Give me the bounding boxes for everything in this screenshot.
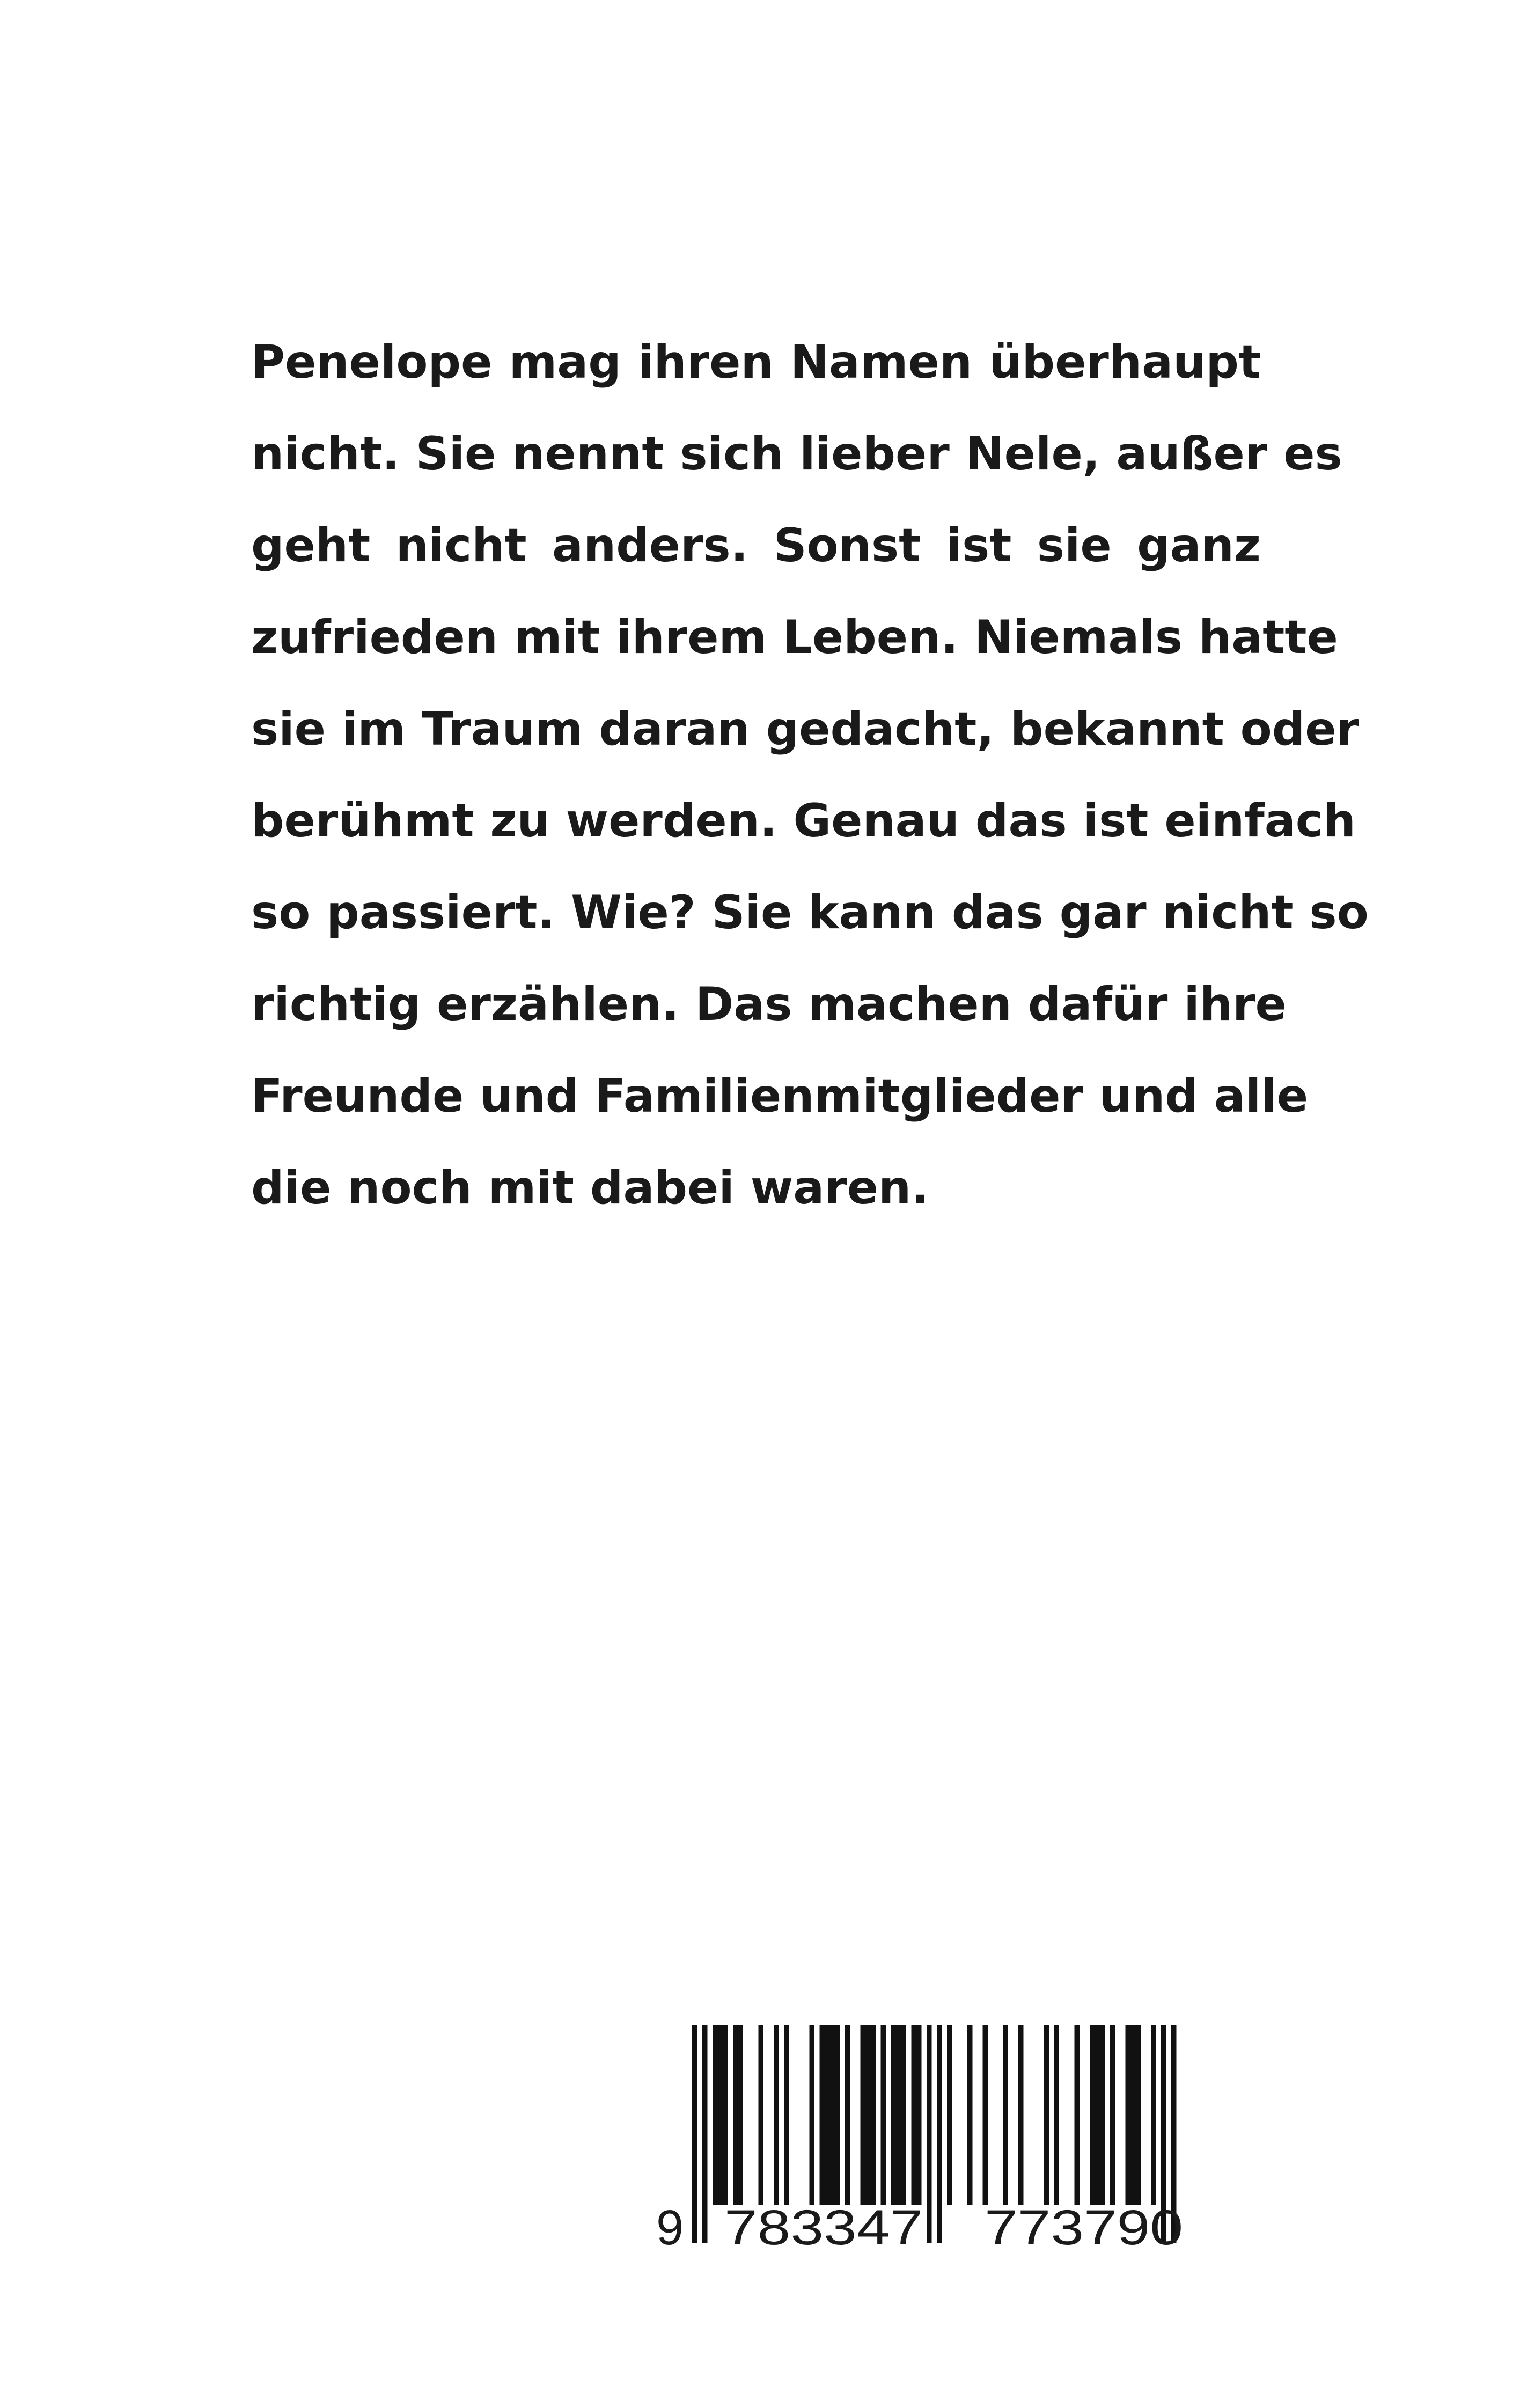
blurb-line: nicht. Sie nennt sich lieber Nele, außer es xyxy=(251,427,1342,481)
barcode-bar xyxy=(759,2025,764,2205)
barcode-bar xyxy=(871,2025,876,2205)
barcode-bar xyxy=(1126,2025,1131,2205)
barcode-bar xyxy=(896,2025,901,2205)
barcode-bar xyxy=(1136,2025,1141,2205)
blurb-line: Freunde und Familienmitglieder und alle xyxy=(251,1069,1309,1123)
barcode-bar xyxy=(861,2025,866,2205)
barcode-graphic xyxy=(647,2025,1237,2253)
barcode-bar xyxy=(835,2025,840,2205)
barcode-bar xyxy=(912,2025,917,2205)
barcode-bar xyxy=(1090,2025,1095,2205)
blurb-line: so passiert. Wie? Sie kann das gar nicht so xyxy=(251,886,1369,939)
barcode-bar xyxy=(738,2025,744,2205)
back-cover-blurb xyxy=(251,317,1369,1234)
barcode-bar xyxy=(723,2025,728,2205)
barcode-bar xyxy=(1130,2025,1136,2205)
barcode-bar xyxy=(1044,2025,1049,2205)
barcode-bar xyxy=(820,2025,825,2205)
blurb-line: sie im Traum daran gedacht, bekannt oder xyxy=(251,702,1360,756)
barcode-bar xyxy=(825,2025,830,2205)
barcode-bar xyxy=(830,2025,835,2205)
barcode-bar xyxy=(891,2025,897,2205)
blurb-line: zufrieden mit ihrem Leben. Niemals hatte xyxy=(251,611,1338,664)
barcode-bar xyxy=(774,2025,779,2205)
barcode-bar xyxy=(784,2025,789,2205)
barcode-bar xyxy=(1100,2025,1105,2205)
barcode-bar xyxy=(947,2025,952,2205)
blurb-line: die noch mit dabei waren. xyxy=(251,1161,929,1215)
isbn-barcode xyxy=(647,2025,1237,2253)
blurb-line: richtig erzählen. Das machen dafür ihre xyxy=(251,978,1287,1031)
barcode-left-digits: 783347 xyxy=(724,2200,923,2253)
barcode-guard-bar xyxy=(927,2025,932,2243)
barcode-bar xyxy=(1151,2025,1156,2205)
barcode-bar xyxy=(713,2025,718,2205)
blurb-line: geht nicht anders. Sonst ist sie ganz xyxy=(251,519,1261,572)
barcode-bar xyxy=(967,2025,973,2205)
barcode-right-digits: 773790 xyxy=(985,2200,1183,2253)
barcode-bar xyxy=(1095,2025,1100,2205)
barcode-bar xyxy=(1018,2025,1024,2205)
blurb-line: berühmt zu werden. Genau das ist einfach xyxy=(251,794,1356,848)
barcode-bar xyxy=(901,2025,907,2205)
barcode-guard-bar xyxy=(692,2025,697,2243)
barcode-bar xyxy=(845,2025,850,2205)
barcode-bar xyxy=(1110,2025,1115,2205)
barcode-bar xyxy=(733,2025,738,2205)
barcode-bar xyxy=(881,2025,886,2205)
barcode-bar xyxy=(865,2025,871,2205)
barcode-bar xyxy=(916,2025,922,2205)
barcode-bar xyxy=(718,2025,723,2205)
barcode-guard-bar xyxy=(937,2025,942,2243)
barcode-bar xyxy=(1075,2025,1080,2205)
barcode-bar xyxy=(983,2025,988,2205)
barcode-bar xyxy=(1003,2025,1009,2205)
blurb-line: Penelope mag ihren Namen überhaupt xyxy=(251,335,1261,389)
barcode-bar xyxy=(1054,2025,1060,2205)
barcode-lead-digit: 9 xyxy=(656,2200,684,2253)
barcode-bar xyxy=(810,2025,815,2205)
barcode-guard-bar xyxy=(702,2025,708,2243)
